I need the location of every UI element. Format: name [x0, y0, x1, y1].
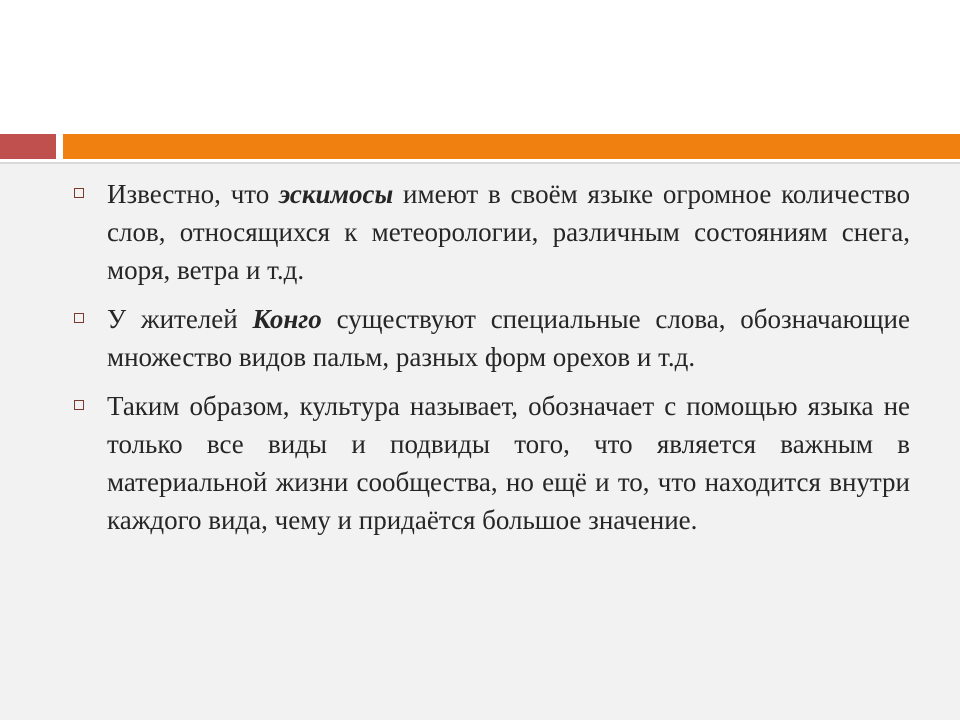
bullet-emphasis-term: Конго [252, 304, 322, 334]
bullet-emphasis-term: эскимосы [279, 179, 394, 209]
header-accent-bar-left [0, 134, 56, 159]
header-accent-bar-right [63, 134, 960, 159]
square-bullet-icon [74, 313, 84, 323]
bullet-text-before: Известно, что [107, 179, 280, 209]
bullet-list [74, 175, 910, 550]
slide-top-area [0, 0, 960, 130]
bullet-text-before: Таким образом, культура называет, обозначает с помощью языка не только все виды и подвиды того, что является важным в материальной жизни сообщества, но ещё и то, что находится внутри каждого вида, чему и придаётся большое значение. [107, 391, 910, 535]
bullet-item-congo [74, 300, 910, 376]
square-bullet-icon [74, 400, 84, 410]
bullet-text-before: У жителей [107, 304, 253, 334]
bullet-text-after: существуют специальные слова, обозначающие множество видов пальм, разных форм орехов и т.д. [107, 304, 910, 372]
bullet-item-eskimos [74, 175, 910, 289]
bullet-item-conclusion [74, 387, 910, 539]
square-bullet-icon [74, 188, 84, 198]
bullet-text-after: имеют в своём языке огромное количество слов, относящихся к метеорологии, различным состояниям снега, моря, ветра и т.д. [107, 179, 910, 285]
